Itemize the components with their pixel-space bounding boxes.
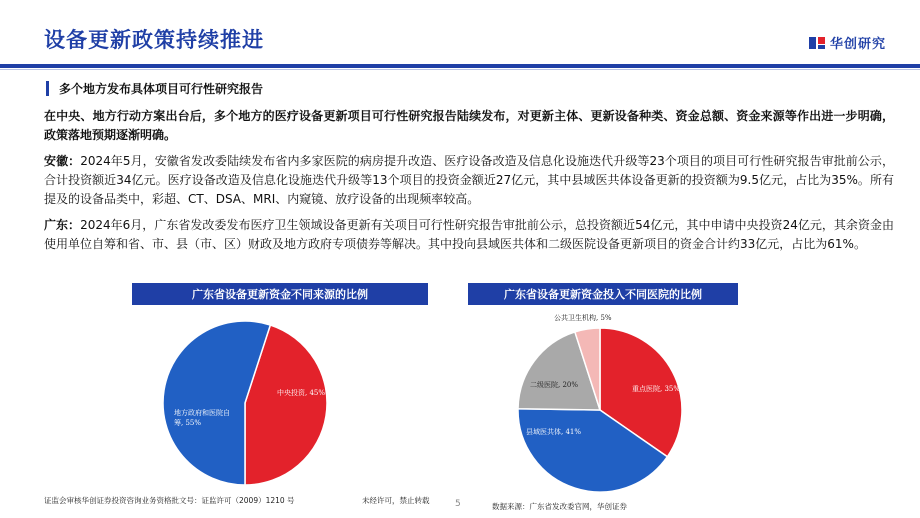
pie-chart-funding-source xyxy=(160,318,360,488)
anhui-label: 安徽： xyxy=(44,154,81,168)
subheading-marker xyxy=(46,81,49,96)
pie-label-2: 地方政府和医院自筹, 55% xyxy=(174,409,230,427)
guangdong-paragraph xyxy=(44,216,894,254)
copyright-notice: 未经许可，禁止转载 xyxy=(362,496,430,505)
chart-title-hospital-allocation: 广东省设备更新资金投入不同医院的比例 xyxy=(468,283,738,305)
header-divider xyxy=(0,64,920,68)
page-number: 5 xyxy=(455,499,461,509)
pie-label-1: 重点医院, 35% xyxy=(632,385,681,393)
section-subheading xyxy=(46,80,263,97)
license-text: 证监会审核华创证券投资咨询业务资格批文号：证监许可（2009）1210 号 xyxy=(44,496,295,505)
header-divider-thin xyxy=(0,69,920,70)
page-title: 设备更新政策持续推进 xyxy=(44,28,264,52)
intro-paragraph: 在中央、地方行动方案出台后，多个地方的医疗设备更新项目可行性研究报告陆续发布，对更新主体、更新设备种类、资金总额、资金来源等作出进一步明确，政策落地预期逐渐明确。 xyxy=(44,109,894,142)
brand-logo xyxy=(808,33,886,52)
pie-label-4: 公共卫生机构, 5% xyxy=(554,314,612,322)
pie-label-2: 县域医共体, 41% xyxy=(526,428,582,436)
subheading-text: 多个地方发布具体项目可行性研究报告 xyxy=(59,82,264,96)
pie-label-3: 二级医院, 20% xyxy=(530,381,579,389)
anhui-paragraph xyxy=(44,152,894,209)
pie-label-1: 中央投资, 45% xyxy=(277,389,326,397)
logo-text: 华创研究 xyxy=(829,37,886,52)
pie-chart-hospital-allocation xyxy=(500,310,720,495)
chart-title-funding-source: 广东省设备更新资金不同来源的比例 xyxy=(132,283,428,305)
data-source: 数据来源：广东省发改委官网，华创证券 xyxy=(492,502,627,511)
huachuang-logo-icon xyxy=(808,34,826,52)
guangdong-label: 广东： xyxy=(44,218,81,232)
guangdong-text: 2024年6月，广东省发改委发布医疗卫生领域设备更新有关项目可行性研究报告审批前公示，总投资额近54亿元，其中申请中央投资24亿元，其余资金由使用单位自筹和省、市、县（市、区）财政及地方政府专项债券等解决。其中投向县域医共体和二级医院设备更新项目的资金合计约33亿元，占比为61%。 xyxy=(44,218,894,251)
anhui-text: 2024年5月，安徽省发改委陆续发布省内多家医院的病房提升改造、医疗设备改造及信息化设施迭代升级等23个项目的项目可行性研究报告审批前公示，合计投资额近34亿元。医疗设备改造及信息化设施迭代升级等13个项目的投资金额近27亿元，其中县域医共体设备更新的投资额为9.5亿元，占比为35%。所有提及的设备品类中，彩超、CT、DSA、MRI、内窥镜、放疗设备的出现频率较高。 xyxy=(44,154,894,206)
